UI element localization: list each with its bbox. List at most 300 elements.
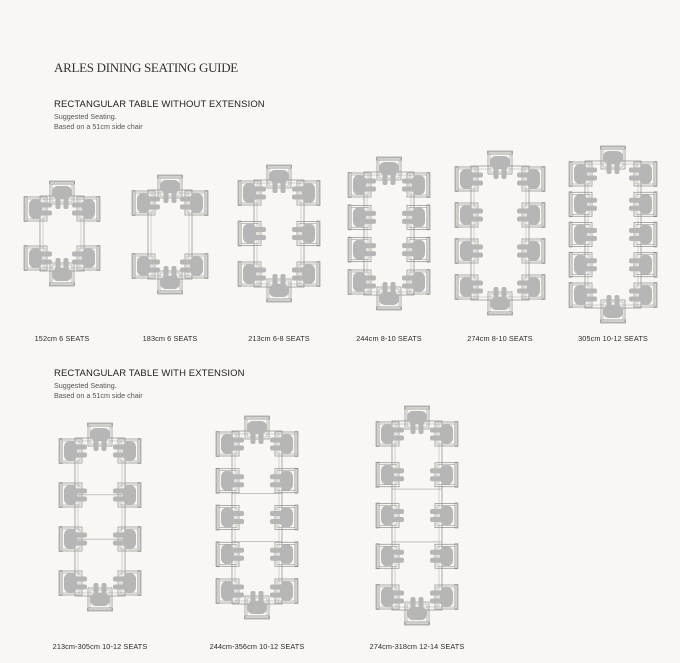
chair-back bbox=[24, 197, 27, 222]
chair bbox=[158, 266, 183, 294]
person bbox=[64, 441, 87, 461]
table-top bbox=[471, 166, 529, 300]
table-frame bbox=[474, 169, 526, 297]
person-head bbox=[166, 181, 175, 190]
person-head bbox=[416, 213, 425, 222]
chair bbox=[601, 146, 626, 174]
chair-back bbox=[376, 544, 379, 569]
chair-back bbox=[295, 505, 298, 530]
seating-table-diagram bbox=[569, 146, 657, 323]
person bbox=[379, 282, 399, 305]
chair-back bbox=[601, 146, 626, 149]
person-head bbox=[244, 229, 253, 238]
chair bbox=[270, 579, 298, 604]
chair-back bbox=[295, 468, 298, 493]
chair-back bbox=[569, 162, 572, 187]
seating-table-diagram bbox=[132, 175, 208, 294]
person bbox=[402, 175, 425, 195]
person bbox=[574, 285, 597, 305]
person bbox=[113, 441, 136, 461]
chair-back bbox=[50, 283, 75, 286]
person bbox=[381, 546, 404, 566]
person-head bbox=[65, 447, 74, 456]
chair bbox=[50, 258, 75, 286]
person bbox=[221, 544, 244, 564]
section-subtitle-line-1: Suggested Seating. bbox=[54, 381, 117, 390]
person-head bbox=[58, 187, 67, 196]
chair-back bbox=[267, 299, 292, 302]
person bbox=[353, 175, 376, 195]
chair bbox=[517, 167, 545, 192]
table-caption: 244cm 8-10 SEATS bbox=[356, 334, 422, 343]
chair bbox=[517, 275, 545, 300]
person bbox=[430, 587, 453, 607]
person bbox=[270, 581, 293, 601]
chair-back bbox=[295, 542, 298, 567]
chair bbox=[216, 505, 244, 530]
chair bbox=[402, 270, 430, 295]
chair bbox=[270, 432, 298, 457]
person-head bbox=[382, 552, 391, 561]
person bbox=[180, 256, 203, 276]
person bbox=[381, 587, 404, 607]
person-head bbox=[531, 247, 540, 256]
chair bbox=[158, 175, 183, 203]
person-head bbox=[382, 511, 391, 520]
person-head bbox=[416, 245, 425, 254]
person bbox=[90, 428, 110, 451]
person-head bbox=[416, 278, 425, 287]
person bbox=[402, 272, 425, 292]
chair bbox=[24, 246, 52, 271]
chair-back bbox=[138, 439, 141, 464]
person bbox=[574, 225, 597, 245]
chair-back bbox=[427, 237, 430, 262]
person-head bbox=[354, 181, 363, 190]
person-head bbox=[531, 283, 540, 292]
section-subtitle-line-2: Based on a 51cm side chair bbox=[54, 391, 143, 400]
chair-back bbox=[405, 622, 430, 625]
chair bbox=[569, 283, 597, 308]
chair-back bbox=[542, 275, 545, 300]
chair-back bbox=[138, 571, 141, 596]
person bbox=[629, 255, 652, 275]
seating-table-diagram bbox=[238, 165, 320, 302]
seating-table-diagram bbox=[24, 181, 100, 286]
chair-back bbox=[348, 237, 351, 262]
person-head bbox=[444, 593, 453, 602]
person-head bbox=[65, 491, 74, 500]
chair-back bbox=[88, 608, 113, 611]
person-head bbox=[575, 260, 584, 269]
person-head bbox=[127, 447, 136, 456]
chair-back bbox=[377, 157, 402, 160]
chair bbox=[292, 262, 320, 287]
chair bbox=[50, 181, 75, 209]
chair bbox=[270, 468, 298, 493]
person-head bbox=[127, 535, 136, 544]
person bbox=[221, 508, 244, 528]
person bbox=[574, 194, 597, 214]
person-head bbox=[575, 200, 584, 209]
chair bbox=[238, 262, 266, 287]
chair-back bbox=[238, 221, 241, 246]
chair-back bbox=[238, 262, 241, 287]
person bbox=[90, 583, 110, 606]
person-head bbox=[194, 262, 203, 271]
chair-back bbox=[59, 571, 62, 596]
person-head bbox=[575, 230, 584, 239]
person bbox=[52, 258, 72, 281]
chair bbox=[601, 295, 626, 323]
chair-back bbox=[97, 197, 100, 222]
chair-back bbox=[245, 616, 270, 619]
person bbox=[402, 240, 425, 260]
person-head bbox=[385, 163, 394, 172]
chair-back bbox=[427, 270, 430, 295]
person bbox=[72, 248, 95, 268]
chair bbox=[517, 239, 545, 264]
person-head bbox=[413, 611, 422, 620]
person bbox=[490, 287, 510, 310]
chair bbox=[402, 205, 430, 230]
person bbox=[221, 581, 244, 601]
person-head bbox=[643, 170, 652, 179]
chair bbox=[348, 237, 376, 262]
chair bbox=[377, 157, 402, 185]
person-head bbox=[244, 189, 253, 198]
person-head bbox=[138, 262, 147, 271]
chair-back bbox=[348, 270, 351, 295]
person bbox=[137, 193, 160, 213]
chair-back bbox=[455, 167, 458, 192]
table-caption: 183cm 6 SEATS bbox=[142, 334, 198, 343]
person-head bbox=[444, 470, 453, 479]
person bbox=[381, 424, 404, 444]
chair bbox=[348, 173, 376, 198]
person bbox=[353, 240, 376, 260]
person-head bbox=[444, 552, 453, 561]
chair-back bbox=[216, 579, 219, 604]
person-head bbox=[96, 429, 105, 438]
chair-back bbox=[654, 222, 657, 247]
chair-back bbox=[24, 246, 27, 271]
chair-back bbox=[654, 162, 657, 187]
chair bbox=[517, 203, 545, 228]
chair-back bbox=[216, 468, 219, 493]
person bbox=[490, 156, 510, 179]
person-head bbox=[413, 412, 422, 421]
person-head bbox=[461, 283, 470, 292]
chair-back bbox=[542, 167, 545, 192]
table-top bbox=[75, 438, 125, 596]
chair-back bbox=[455, 239, 458, 264]
chair-back bbox=[488, 312, 513, 315]
chair bbox=[270, 505, 298, 530]
person bbox=[629, 225, 652, 245]
chair-back bbox=[569, 252, 572, 277]
person-head bbox=[306, 229, 315, 238]
chair-back bbox=[295, 432, 298, 457]
chair-back bbox=[654, 192, 657, 217]
chair bbox=[267, 274, 292, 302]
chair bbox=[24, 197, 52, 222]
person bbox=[574, 164, 597, 184]
person-head bbox=[609, 309, 618, 318]
person-head bbox=[444, 511, 453, 520]
person bbox=[113, 573, 136, 593]
table-frame bbox=[43, 199, 81, 268]
person bbox=[29, 199, 52, 219]
person-head bbox=[461, 211, 470, 220]
person-head bbox=[275, 288, 284, 297]
chair bbox=[348, 205, 376, 230]
chair-back bbox=[427, 205, 430, 230]
person bbox=[137, 256, 160, 276]
person-head bbox=[65, 535, 74, 544]
seating-table-diagram bbox=[376, 406, 458, 625]
chair-back bbox=[542, 203, 545, 228]
chair-back bbox=[455, 503, 458, 528]
person bbox=[460, 205, 483, 225]
person-head bbox=[222, 587, 231, 596]
chair bbox=[629, 192, 657, 217]
person bbox=[292, 224, 315, 244]
person-head bbox=[284, 550, 293, 559]
chair-back bbox=[216, 542, 219, 567]
person bbox=[517, 277, 540, 297]
chair bbox=[88, 423, 113, 451]
person-head bbox=[382, 430, 391, 439]
person-head bbox=[461, 175, 470, 184]
person-head bbox=[609, 152, 618, 161]
person-head bbox=[444, 430, 453, 439]
chair bbox=[59, 439, 87, 464]
chair-back bbox=[542, 239, 545, 264]
chair-back bbox=[348, 173, 351, 198]
chair-back bbox=[132, 191, 135, 216]
person bbox=[221, 471, 244, 491]
chair bbox=[132, 191, 160, 216]
person-head bbox=[30, 254, 39, 263]
chair-back bbox=[50, 181, 75, 184]
seating-table-diagram bbox=[216, 416, 298, 619]
person-head bbox=[643, 200, 652, 209]
person-head bbox=[244, 270, 253, 279]
person bbox=[270, 508, 293, 528]
chair bbox=[569, 162, 597, 187]
person-head bbox=[194, 199, 203, 208]
person-head bbox=[284, 476, 293, 485]
chair bbox=[376, 422, 404, 447]
person-head bbox=[382, 593, 391, 602]
person bbox=[407, 411, 427, 434]
person bbox=[517, 169, 540, 189]
chair bbox=[180, 254, 208, 279]
chair-back bbox=[405, 406, 430, 409]
chair-back bbox=[376, 422, 379, 447]
chair bbox=[376, 544, 404, 569]
chair bbox=[430, 462, 458, 487]
person bbox=[243, 183, 266, 203]
person-head bbox=[86, 205, 95, 214]
chair bbox=[430, 422, 458, 447]
person bbox=[269, 274, 289, 297]
chair bbox=[430, 544, 458, 569]
chair bbox=[569, 192, 597, 217]
person-head bbox=[253, 605, 262, 614]
person bbox=[353, 207, 376, 227]
person bbox=[247, 421, 267, 444]
chair bbox=[488, 287, 513, 315]
person bbox=[221, 434, 244, 454]
person-head bbox=[354, 213, 363, 222]
chair-back bbox=[245, 416, 270, 419]
page-title: ARLES DINING SEATING GUIDE bbox=[54, 60, 238, 75]
person-head bbox=[416, 181, 425, 190]
person bbox=[460, 241, 483, 261]
person bbox=[460, 169, 483, 189]
person-head bbox=[496, 157, 505, 166]
chair bbox=[59, 571, 87, 596]
person bbox=[517, 205, 540, 225]
person-head bbox=[253, 422, 262, 431]
person-head bbox=[222, 440, 231, 449]
chair bbox=[113, 439, 141, 464]
chair bbox=[629, 162, 657, 187]
chair-back bbox=[88, 423, 113, 426]
person bbox=[574, 255, 597, 275]
chair bbox=[216, 468, 244, 493]
person bbox=[407, 597, 427, 620]
chair bbox=[377, 282, 402, 310]
person bbox=[430, 424, 453, 444]
table-top bbox=[232, 431, 282, 604]
table-top bbox=[392, 421, 442, 610]
person bbox=[64, 573, 87, 593]
chair-back bbox=[205, 191, 208, 216]
chair-back bbox=[158, 175, 183, 178]
person bbox=[180, 193, 203, 213]
chair-back bbox=[569, 192, 572, 217]
chair-back bbox=[317, 181, 320, 206]
table-frame bbox=[367, 175, 411, 292]
chair-back bbox=[216, 432, 219, 457]
person-head bbox=[643, 260, 652, 269]
chair bbox=[376, 462, 404, 487]
person-head bbox=[86, 254, 95, 263]
chair-back bbox=[267, 165, 292, 168]
person-head bbox=[575, 291, 584, 300]
person-head bbox=[531, 175, 540, 184]
person bbox=[72, 199, 95, 219]
chair bbox=[629, 222, 657, 247]
person bbox=[270, 544, 293, 564]
chair bbox=[238, 181, 266, 206]
person bbox=[430, 465, 453, 485]
seating-table-diagram bbox=[59, 423, 141, 611]
person bbox=[160, 266, 180, 289]
chair-back bbox=[376, 503, 379, 528]
person-head bbox=[284, 587, 293, 596]
table-caption: 213cm-305cm 10-12 SEATS bbox=[52, 642, 148, 651]
chair bbox=[402, 237, 430, 262]
person-head bbox=[496, 301, 505, 310]
person bbox=[243, 264, 266, 284]
chair bbox=[376, 585, 404, 610]
chair bbox=[292, 221, 320, 246]
chair-back bbox=[569, 222, 572, 247]
chair bbox=[455, 239, 483, 264]
person bbox=[381, 465, 404, 485]
seating-table-diagram bbox=[348, 157, 430, 310]
chair bbox=[267, 165, 292, 193]
person bbox=[460, 277, 483, 297]
chair-back bbox=[238, 181, 241, 206]
person bbox=[629, 164, 652, 184]
chair-back bbox=[455, 422, 458, 447]
chair bbox=[270, 542, 298, 567]
chair-back bbox=[132, 254, 135, 279]
person-head bbox=[138, 199, 147, 208]
chair bbox=[113, 571, 141, 596]
chair bbox=[455, 275, 483, 300]
person-head bbox=[96, 597, 105, 606]
person-head bbox=[531, 211, 540, 220]
section-subtitle-line-2: Based on a 51cm side chair bbox=[54, 122, 143, 131]
person-head bbox=[127, 579, 136, 588]
chair-back bbox=[158, 291, 183, 294]
chair-back bbox=[205, 254, 208, 279]
chair-back bbox=[569, 283, 572, 308]
chair bbox=[245, 416, 270, 444]
chair-back bbox=[59, 483, 62, 508]
table-caption: 244cm-356cm 10-12 SEATS bbox=[209, 642, 305, 651]
person-head bbox=[58, 272, 67, 281]
person bbox=[269, 170, 289, 193]
chair bbox=[180, 191, 208, 216]
chair bbox=[455, 167, 483, 192]
person-head bbox=[643, 291, 652, 300]
chair-back bbox=[138, 527, 141, 552]
table-frame bbox=[588, 164, 638, 305]
chair-back bbox=[138, 483, 141, 508]
chair bbox=[216, 432, 244, 457]
person bbox=[379, 162, 399, 185]
chair-back bbox=[317, 221, 320, 246]
person bbox=[270, 434, 293, 454]
chair bbox=[430, 585, 458, 610]
person-head bbox=[284, 440, 293, 449]
chair-back bbox=[455, 585, 458, 610]
chair-back bbox=[295, 579, 298, 604]
chair-back bbox=[348, 205, 351, 230]
chair-back bbox=[654, 252, 657, 277]
seating-table-diagram bbox=[455, 151, 545, 315]
chair-back bbox=[317, 262, 320, 287]
chair-back bbox=[376, 585, 379, 610]
person-head bbox=[222, 513, 231, 522]
chair bbox=[216, 579, 244, 604]
chair-back bbox=[427, 173, 430, 198]
person bbox=[402, 207, 425, 227]
chair-back bbox=[455, 275, 458, 300]
person-head bbox=[222, 476, 231, 485]
person-head bbox=[354, 278, 363, 287]
chair bbox=[405, 406, 430, 434]
person-head bbox=[65, 579, 74, 588]
person-head bbox=[385, 296, 394, 305]
